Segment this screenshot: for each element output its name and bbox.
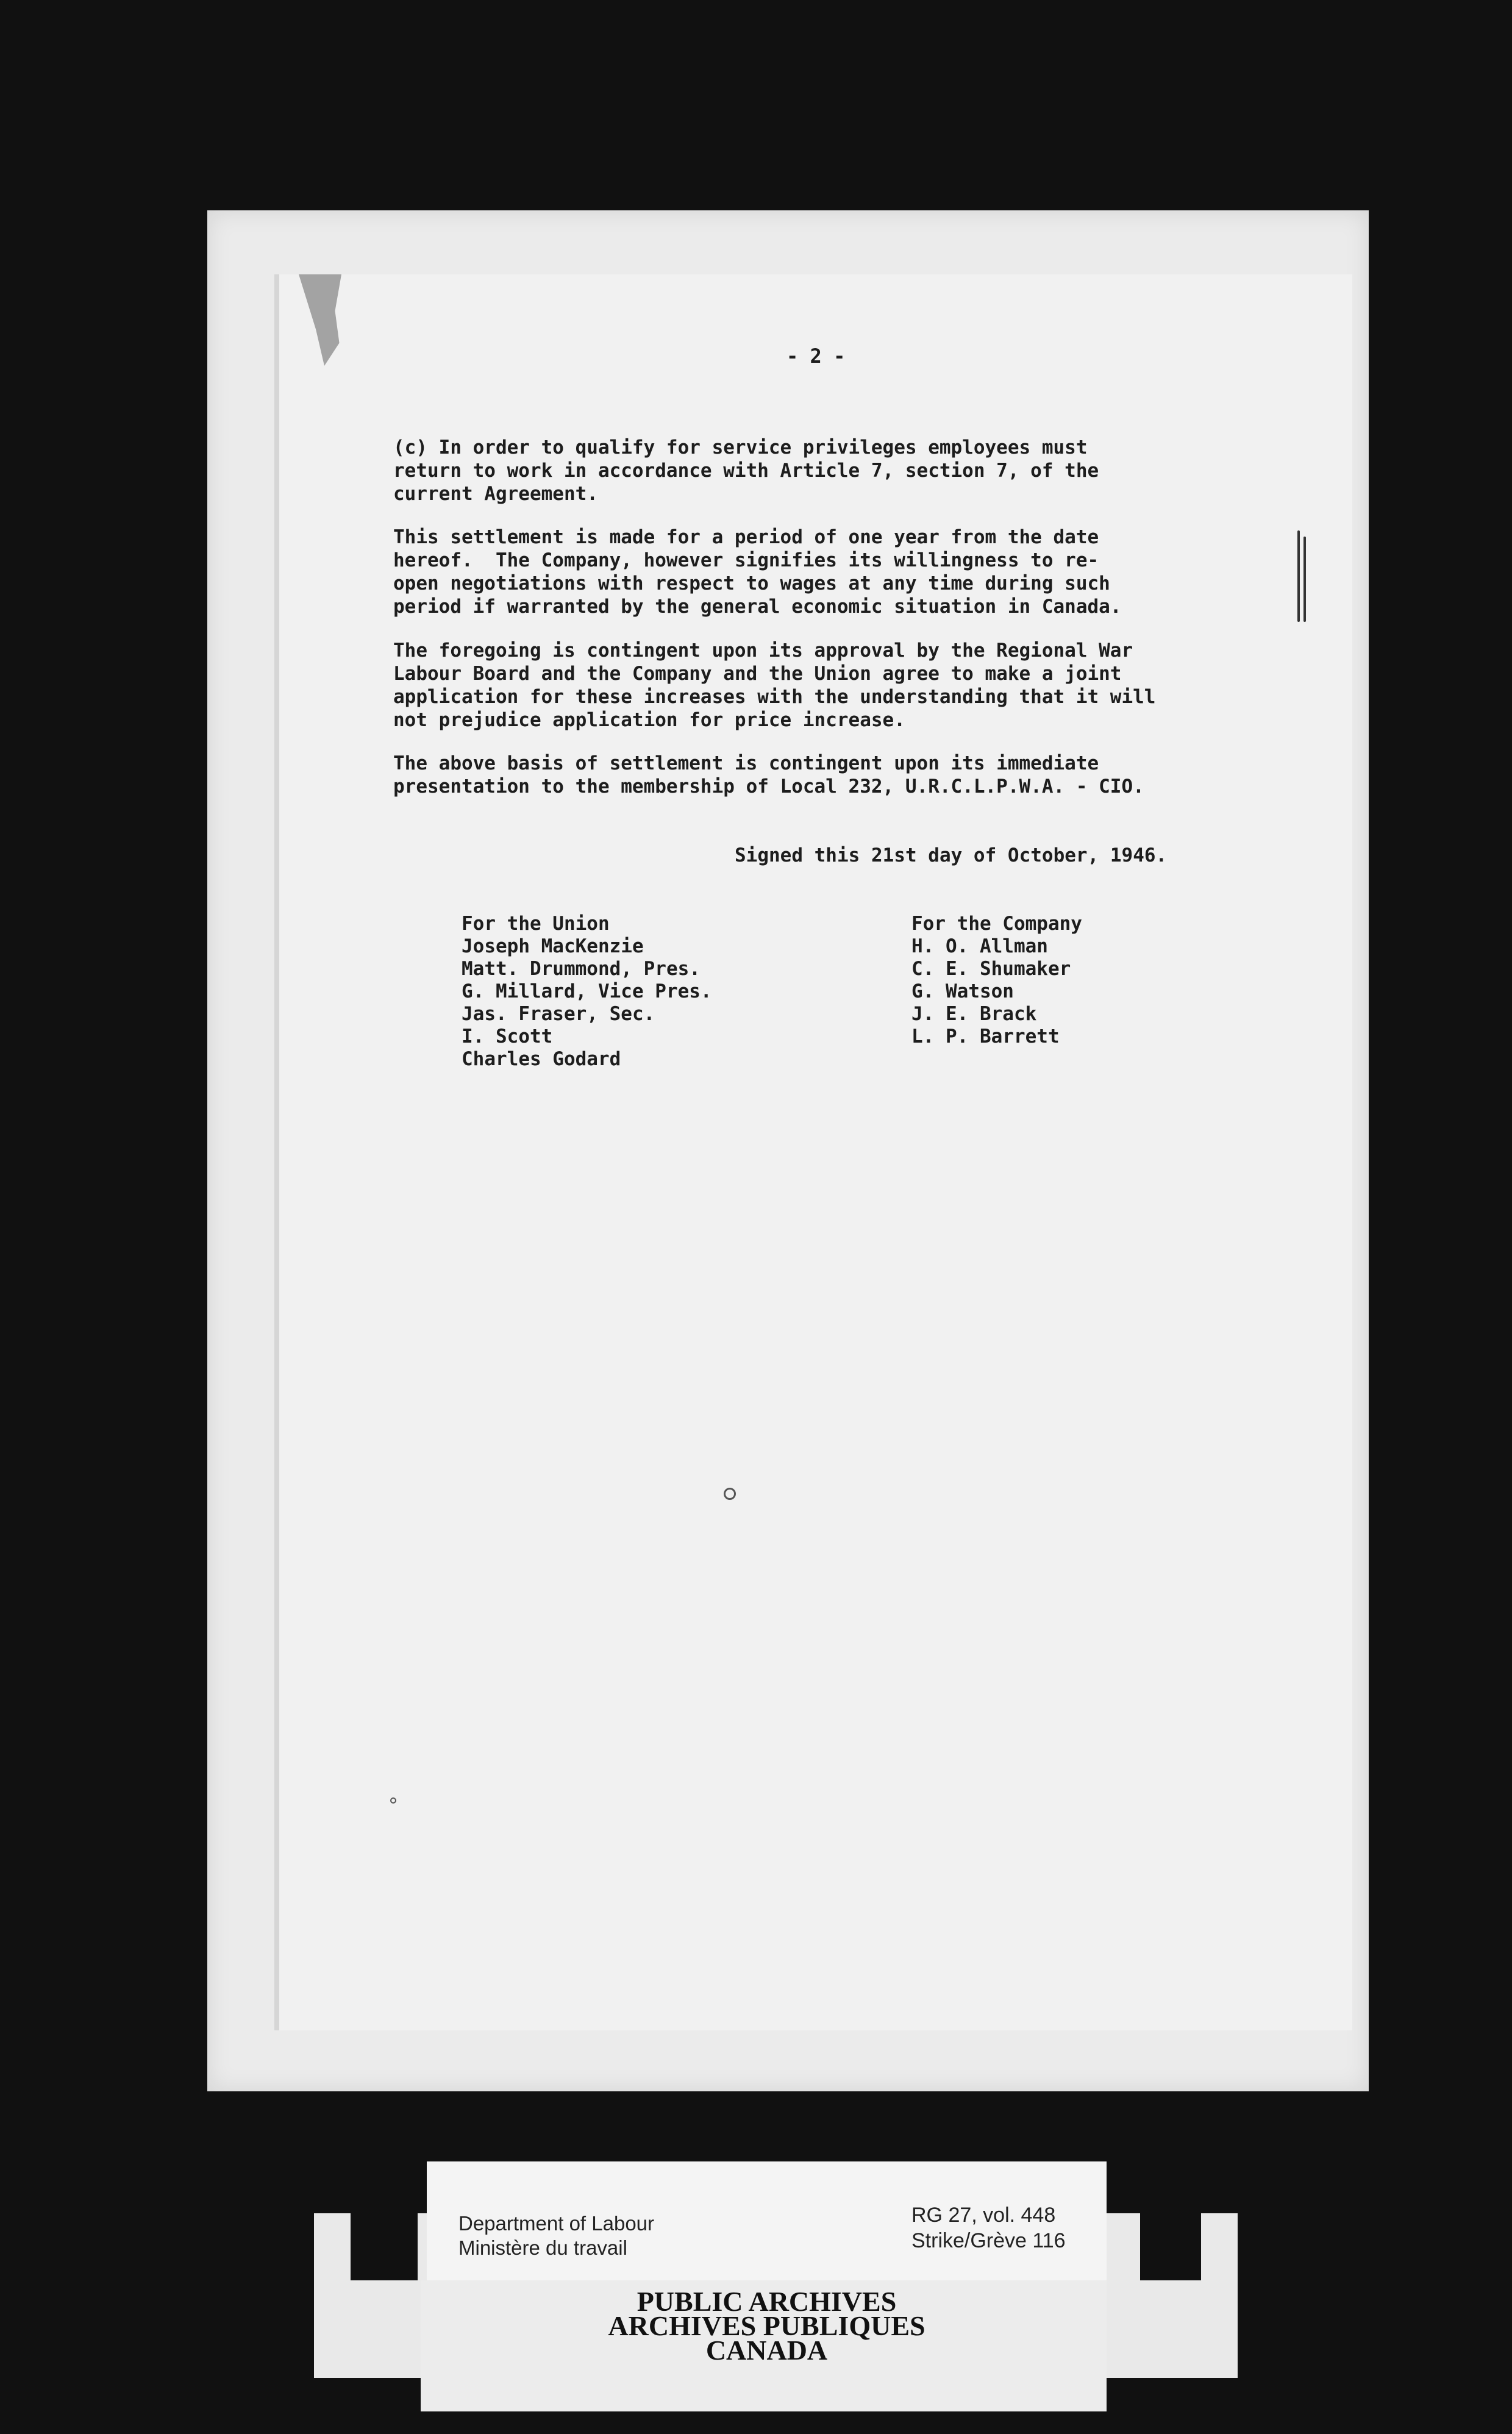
signatory-name: C. E. Shumaker (911, 958, 1071, 980)
signatory-name: G. Watson (911, 980, 1014, 1002)
signed-date-line: Signed this 21st day of October, 1946. (735, 844, 1168, 866)
department-name (458, 2211, 654, 2260)
text-line: not prejudice application for price increase. (393, 709, 905, 731)
signatory-name: Jas. Fraser, Sec. (462, 1003, 655, 1025)
stamp-line: ARCHIVES PUBLIQUES (608, 2310, 925, 2341)
signatory-name: H. O. Allman (911, 935, 1048, 957)
signatory-name: Joseph MacKenzie (462, 935, 644, 957)
signatory-name: Charles Godard (462, 1048, 621, 1070)
paper-speck (724, 1488, 736, 1500)
stamp-line: CANADA (705, 2335, 828, 2366)
paper-speck (390, 1797, 396, 1804)
signatory-name: G. Millard, Vice Pres. (462, 980, 712, 1002)
signatory-name: Matt. Drummond, Pres. (462, 958, 701, 980)
text-line: This settlement is made for a period of one year from the date (393, 526, 1099, 548)
text-line: The foregoing is contingent upon its approval by the Regional War (393, 640, 1133, 662)
signatory-heading: For the Company (911, 913, 1082, 935)
department-fr: Ministère du travail (458, 2236, 627, 2259)
signatory-name: I. Scott (462, 1026, 553, 1047)
label-gap (351, 2213, 418, 2280)
company-signatories (911, 913, 1082, 1048)
text-line: The above basis of settlement is contingent upon its immediate (393, 752, 1099, 774)
paragraph-c (393, 436, 1308, 505)
signatory-name: L. P. Barrett (911, 1026, 1060, 1047)
paragraph-basis (393, 752, 1308, 798)
text-line: application for these increases with the understanding that it will (393, 686, 1156, 708)
department-en: Department of Labour (458, 2212, 655, 2235)
paragraph-approval (393, 639, 1308, 732)
text-line: presentation to the membership of Local 232, U.R.C.L.P.W.A. - CIO. (393, 776, 1144, 798)
union-signatories (462, 913, 712, 1071)
reference-volume: RG 27, vol. 448 (911, 2204, 1056, 2227)
paragraph-term (393, 526, 1308, 618)
text-line: (c) In order to qualify for service privileges employees must (393, 437, 1088, 459)
text-line: current Agreement. (393, 483, 598, 505)
archive-reference (911, 2202, 1066, 2254)
text-line: return to work in accordance with Article 7, section 7, of the (393, 460, 1099, 482)
public-archives-stamp (427, 2286, 1107, 2366)
text-line: period if warranted by the general economic situation in Canada. (393, 596, 1122, 618)
signatory-heading: For the Union (462, 913, 610, 935)
stamp-line: PUBLIC ARCHIVES (637, 2286, 897, 2317)
text-line: hereof. The Company, however signifies its willingness to re- (393, 549, 1099, 571)
signatory-name: J. E. Brack (911, 1003, 1037, 1025)
text-line: Labour Board and the Company and the Union agree to make a joint (393, 663, 1122, 685)
page-number: - 2 - (786, 344, 846, 368)
label-gap (1140, 2213, 1201, 2280)
reference-file: Strike/Grève 116 (911, 2229, 1066, 2252)
text-line: open negotiations with respect to wages at any time during such (393, 573, 1110, 594)
